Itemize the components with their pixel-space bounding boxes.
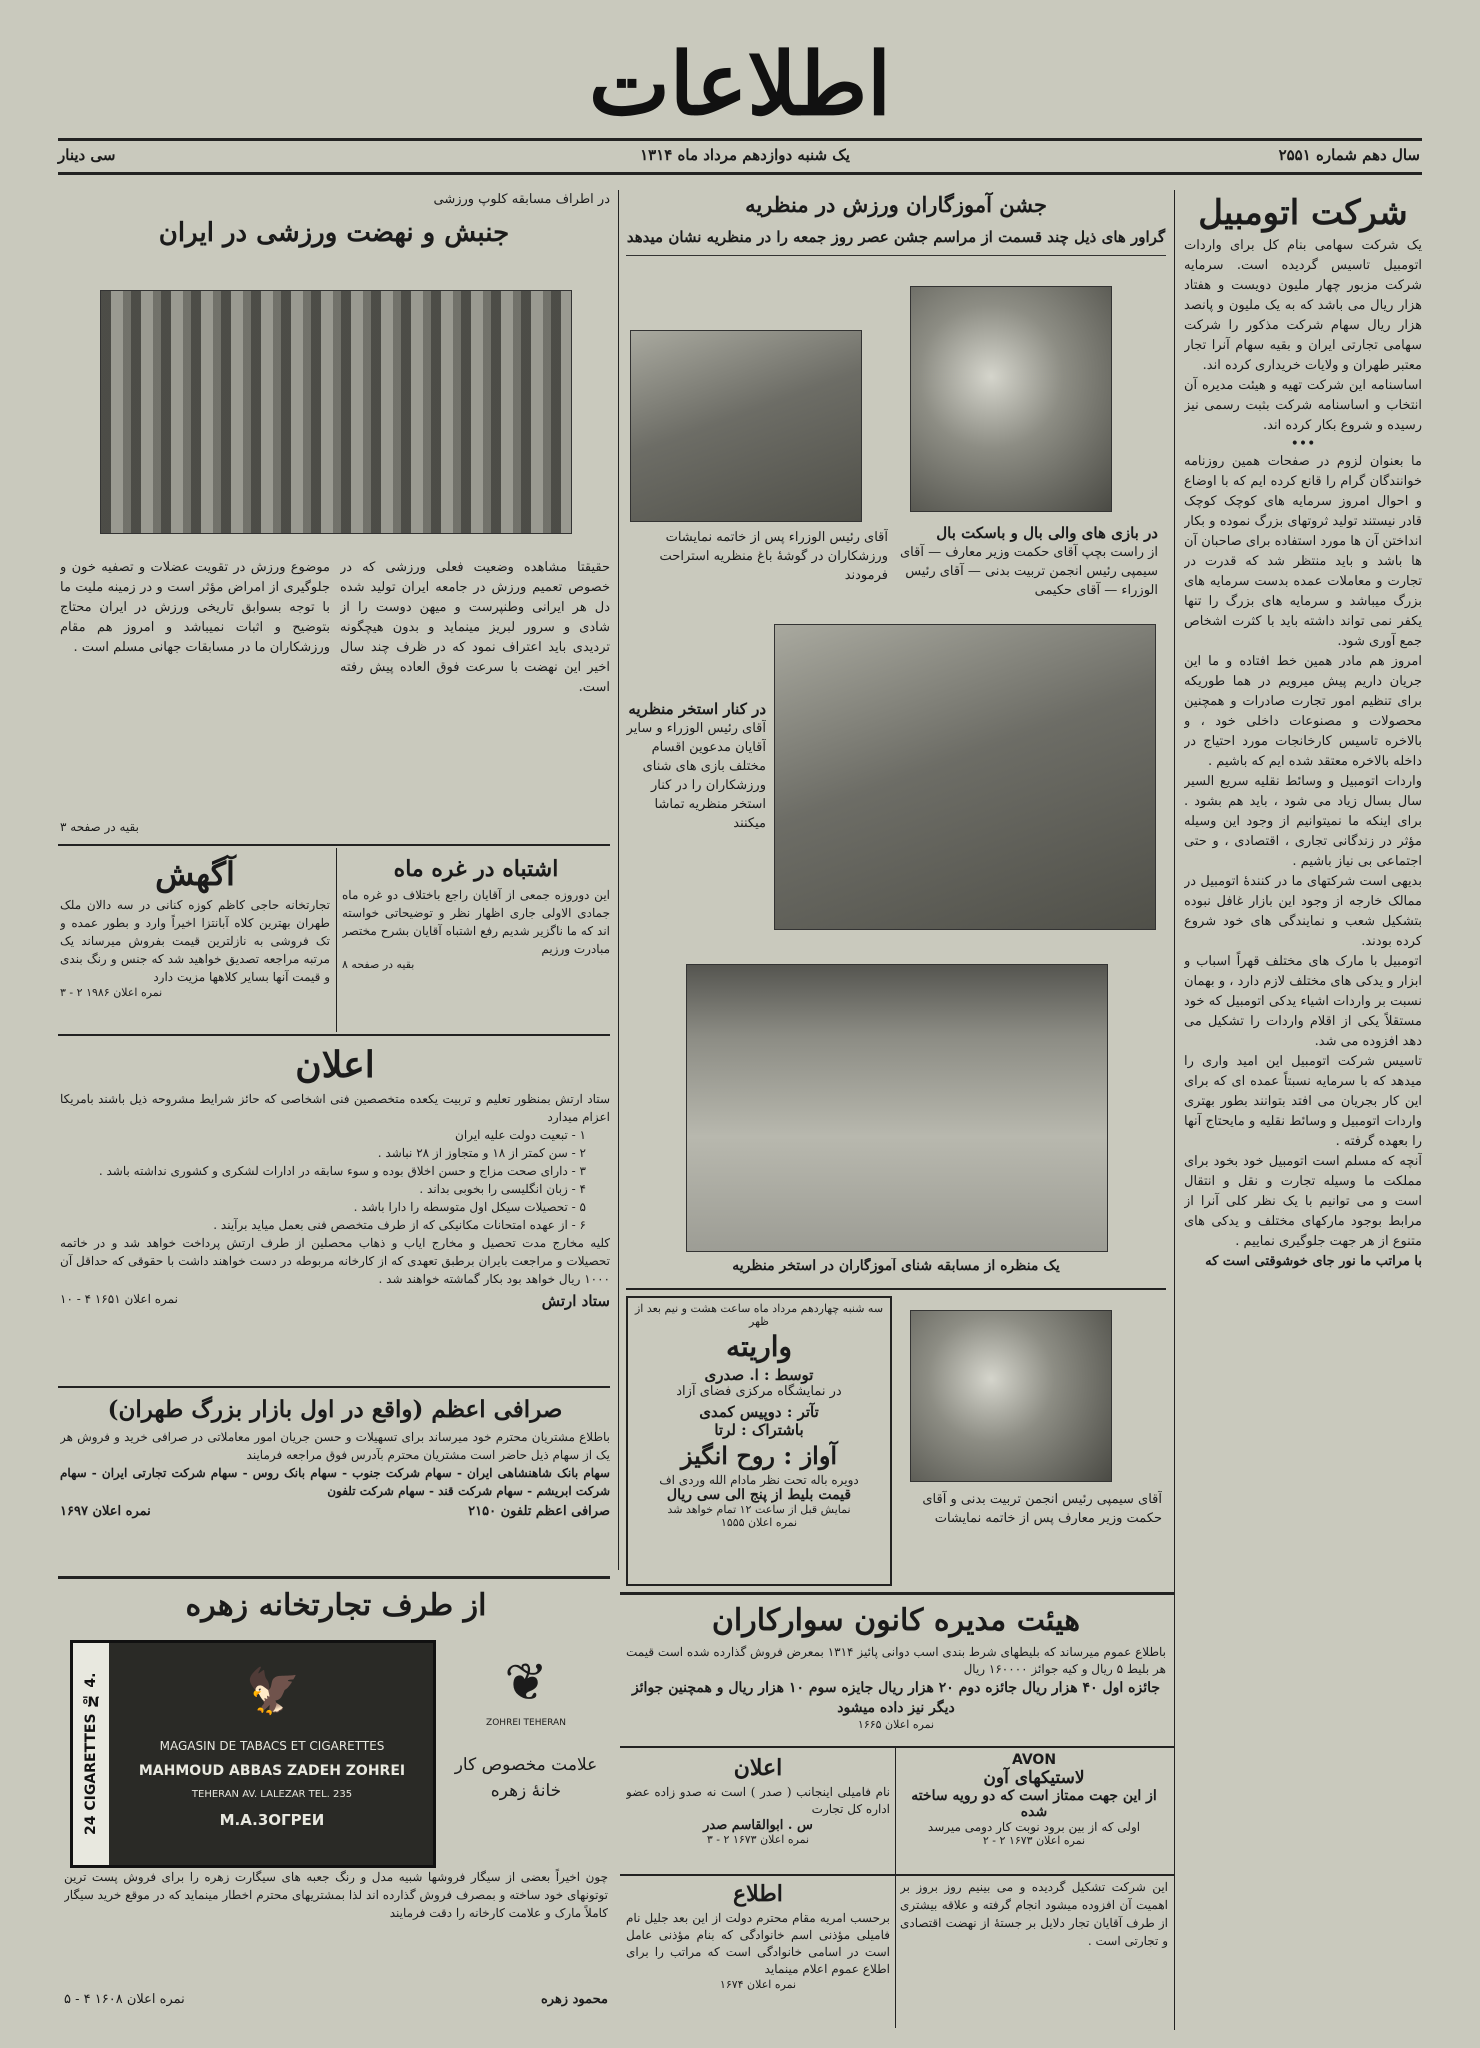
section-rule xyxy=(58,1386,610,1388)
center-subheading: گراور های ذیل چند قسمت از مراسم جشن عصر روز جمعه را در منظریه نشان میدهد xyxy=(626,228,1166,256)
ad-divider xyxy=(895,1748,896,2028)
ad-time: نمایش قبل از ساعت ۱۲ تمام خواهد شد xyxy=(667,1503,851,1516)
continued-note: بقیه در صفحه ۳ xyxy=(60,820,139,834)
right-column xyxy=(1184,190,1422,2020)
ad-song: آواز : روح انگیز xyxy=(680,1441,838,1470)
photo-prime-minister-resting xyxy=(630,330,862,522)
ad-text: تجارتخانه حاجی کاظم کوزه کنانی در سه دالان ملک طهران بهترین کلاه آبانتزا اخیراً وارد و بطور عمده و تک فروشی به نازلترین قیمت بفروش میرساند یک مرتبه مراجعه تصدیق خواهید شد که جنس و رنگ بندی و قیمت آنها بسایر کلاهها مزیت دارد xyxy=(60,898,330,984)
ad-title: از طرف تجارتخانه زهره xyxy=(185,1588,487,1623)
dateline-rule xyxy=(58,172,1422,175)
ad-agahi xyxy=(60,852,330,1030)
section-rule xyxy=(626,1288,1166,1290)
section-rule xyxy=(58,1034,610,1036)
ad-army-notice xyxy=(60,1040,610,1384)
ad-text: باطلاع عموم میرساند که بلیطهای شرط بندی اسب دوانی پائیز ۱۳۱۴ بمعرض فروش گذارده شده است قیمت هر بلیط ۵ ریال و کیه جوائز ۱۶۰۰۰۰ ریال xyxy=(626,1645,1166,1676)
ad-title: آگهش xyxy=(155,855,235,893)
ad-number: نمره اعلان ۱۶۶۵ xyxy=(857,1718,935,1731)
ad-stocks: سهام بانک شاهنشاهی ایران - سهام شرکت جنوب - سهام بانک روس - سهام شرکت تجارتی ایران - سهام شرکت ابریشم - سهام شرکت قند - سهام شرکت تلفون xyxy=(60,1466,610,1498)
photo-caption: از راست بچپ آقای حکمت وزیر معارف — آقای سیمپی رئیس انجمن تربیت بدنی — آقای رئیس الوزراء — آقای حکیمی xyxy=(900,545,1158,598)
ad-title: لاستیکهای آون xyxy=(983,1768,1085,1788)
ad-number: نمره اعلان ۱۶۷۳ ۲ - ۲ xyxy=(982,1834,1086,1847)
ad-correction xyxy=(342,852,610,1030)
photo-officials-after-show xyxy=(910,1310,1112,1482)
ad-number: نمره اعلان ۱۶۰۸ ۴ - ۵ xyxy=(64,1992,185,2007)
ad-outro: کلیه مخارج مدت تحصیل و مخارج ایاب و ذهاب محصلین از طرف ارتش پرداخت خواهد شد و در خاتمه تحصیلات و مراجعت بایران برطبق تعهدی که از کارخانه مربوطه در دست خواهند داشت با حقوقی که حداقل آن ۱۰۰۰ ریال خواهد بود بکار گماشته خواهند شد . xyxy=(60,1236,610,1286)
ad-sign: محمود زهره xyxy=(540,1992,608,2007)
article-paragraph: اساسنامه این شرکت تهیه و هیئت مدیره آن انتخاب و اساسنامه شرکت بثبت رسمی نیز رسیده و شروع بکار کرده اند. xyxy=(1184,378,1422,433)
ad-title: اعلان xyxy=(733,1755,783,1781)
photo-caption-block xyxy=(898,1490,1162,1564)
article-headline: شرکت اتومبیل xyxy=(1198,193,1408,233)
photo-caption-block xyxy=(626,528,888,588)
ad-theatre: تآتر : دوپیس کمدی xyxy=(699,1403,819,1421)
article-paragraph: بدیهی است شرکتهای ما در کنندهٔ اتومبیل در ممالک خارجه از وجود این بازار غافل نبوده بتشکیل شعب و نمایندگی های خود شروع کرده بودند. xyxy=(1184,874,1422,949)
section-rule xyxy=(620,1746,1174,1748)
issue-price: سی دینار xyxy=(58,146,116,164)
logo-line: M.A.3ОГРЕИ xyxy=(219,1811,325,1829)
ad-zohre-tobacco xyxy=(60,1582,612,2028)
article-paragraph: تاسیس شرکت اتومبیل این امید واری را میدهد که با سرمایه نسبتاً عمده ای که برای این کار بجریان می افتد بتوانند بطور بهتری واردات اتومبیل و وسائط نقلیه و مایحتاج آنها را بعهده گرفته . xyxy=(1184,1054,1422,1149)
section-rule xyxy=(58,844,610,846)
article-paragraph: اتومبیل با مارک های مختلف قهراً اسباب و ابزار و یدکی های مختلف لازم دارد ، و بهمان نسبت بر واردات اشیاء یدکی اتومبیل که خود مستقلاً یکی از اقلام واردات را تشکیل می دهد افزوده می شد. xyxy=(1184,954,1422,1049)
ad-ettela xyxy=(626,1878,890,2028)
ad-number: نمره اعلان ۱۶۷۳ ۲ - ۳ xyxy=(706,1833,810,1846)
ad-footer xyxy=(60,1292,610,1310)
company-continued: این شرکت تشکیل گردیده و می بینیم روز بروز بر اهمیت آن افزوده میشود انجام گرفته و علاقه بیشتری از طرف آقایان تجار دلایل بر جستهٔ از نهضت اقتصادی و تجارتی است . xyxy=(900,1880,1168,1948)
sports-headline: جنبش و نهضت ورزشی در ایران xyxy=(158,218,510,248)
box-side-text: 24 CIGARETTES № 4. xyxy=(73,1643,109,1865)
ad-venue: در نمایشگاه مرکزی فضای آزاد xyxy=(676,1384,842,1399)
article-paragraph: ما بعنوان لزوم در صفحات همین روزنامه خوانندگان گرام را قانع کرده ایم که با اوضاع و احوال امروز سرمایه های کوچک کوچک قادر نیستند تولید ثروتهای بزرگ نموده و بکار انداختن آن ها مورد استفاده برای صاحبان آن ها باشد و باید منتظر شد که قدرت در تجارت و معاملات عمده بدست سرمایه های بزرگ میباشد و سرمایه های بزرگ را تنها یکفر نمی تواند داشته باید با کثرت اشخاص جمع آوری شود. xyxy=(1184,454,1422,649)
logo-line: MAHMOUD ABBAS ZADEH ZOHREI xyxy=(138,1763,406,1779)
kicker: در اطراف مسابقه کلوپ ورزشی xyxy=(433,192,610,207)
ad-text: برحسب امریه مقام محترم دولت از این بعد جلیل نام فامیلی مؤذنی اسم خانوادگی که بنام مؤذنی عامل است در اسامی خانوادگی است که مراتب را برای اطلاع عموم اعلام مینماید xyxy=(626,1911,890,1976)
photo-caption: آقای سیمپی رئیس انجمن تربیت بدنی و آقای حکمت وزیر معارف پس از خاتمه نمایشات xyxy=(922,1492,1162,1526)
sports-paragraph: موضوع ورزش در تقویت عضلات و تصفیه خون و جلوگیری از امراض مؤثر است و در زمینه ملیت ما با توجه بسوابق تاریخی ورزش در ایران محتاج بتوضیح و اثبات نمیباشد و امروز هم مقام ورزشکاران ما در مسابقات جهانی مسلم است . xyxy=(60,560,330,655)
ad-title: واریته xyxy=(725,1330,793,1363)
eagle-icon: 🦅 xyxy=(245,1666,301,1717)
photo-caption-title: در بازی های والی بال و باسکت بال xyxy=(936,524,1158,542)
photo-caption-block xyxy=(898,524,1158,620)
article-footer: با مراتب ما نور جای خوشوقتی است که xyxy=(1205,1254,1422,1269)
section-rule xyxy=(58,1576,610,1579)
photo-officials-seated xyxy=(910,286,1112,512)
article-paragraph: آنچه که مسلم است اتومبیل خود بخود برای مملکت ما وسیله تجارت و نقل و انتقال است و می توانیم با یک نظر کلی آنرا از مرابط بوجود مارکهای مختلف و یدکی های متنوع از هر جهت جلوگیری نماییم . xyxy=(1184,1154,1422,1249)
ad-text: این دوروزه جمعی از آقایان راجع باختلاف دو غره ماه جمادی الاولی جاری اظهار نظر و توضیحاتی خواسته اند که ما ناگزیر شدیم رفع اشتباه آقایان بشرح مختصر مبادرت ورزیم xyxy=(342,888,610,956)
ad-exchange xyxy=(60,1392,610,1572)
ad-title: اشتباه در غره ماه xyxy=(393,856,559,882)
ad-avon xyxy=(900,1752,1168,1870)
ad-with: باشتراک : لرتا xyxy=(714,1421,804,1439)
photo-caption-title: در کنار استخر منظریه xyxy=(628,700,766,718)
ad-text: چون اخیراً بعضی از سیگار فروشها شبیه مدل و رنگ جعبه های سیگارت زهره را برای فروش پست ترین توتونهای خود ساخته و بمصرف فروش گذارده اند لذا بمشتریهای محترم اخطار مینماید که در موقع خرید سیگار کاملاً مارک و علامت کارخانه را دقت فرمایند xyxy=(64,1870,608,1920)
ad-intro: ستاد ارتش بمنظور تعلیم و تربیت یکعده متخصصین فنی اشخاصی که حائز شرایط مشروحه ذیل باشند بامریکا اعزام میدارد xyxy=(60,1092,610,1124)
list-item: ۴ - زبان انگلیسی را بخوبی بداند . xyxy=(419,1182,586,1196)
cigarette-box-label xyxy=(70,1640,436,1868)
list-item: ۳ - دارای صحت مزاج و حسن اخلاق بوده و سوء سابقه در ادارات لشکری و کشوری نداشته باشد . xyxy=(98,1164,586,1178)
section-rule xyxy=(620,1592,1174,1595)
ad-sign: س . ابوالقاسم صدر xyxy=(703,1818,813,1833)
ad-line: از این جهت ممتاز است که دو رویه ساخته شده xyxy=(911,1788,1157,1820)
ad-number: بقیه در صفحه ۸ xyxy=(342,958,415,971)
brand-name: AVON xyxy=(1011,1752,1057,1768)
ad-varieteh xyxy=(626,1296,892,1586)
ad-title: اعلان xyxy=(295,1044,375,1086)
ad-title: هیئت مدیره کانون سوارکاران xyxy=(711,1603,1081,1638)
ad-line: اولی که از بین برود نوبت کار دومی میرسد xyxy=(927,1820,1141,1834)
ad-price: قیمت بلیط از پنج الی سی ریال xyxy=(666,1487,852,1503)
article-paragraph: واردات اتومبیل و وسائط نقلیه سریع السیر سال بسال زیاد می شود ، باید هم بشود . برای اینکه ما نمیتوانیم از وجود این وسیله مؤثر در زندگانی تجاری ، اقتصادی ، و حتی اجتماعی بی نیاز باشیم . xyxy=(1184,774,1422,869)
ad-number: نمره اعلان ۱۶۹۷ xyxy=(60,1504,151,1519)
photo-swimming-race xyxy=(686,964,1108,1252)
list-item: ۵ - تحصیلات سیکل اول متوسطه را دارا باشد . xyxy=(353,1200,586,1214)
masthead-title: اطلاعات xyxy=(588,34,892,135)
ad-top-line: سه شنبه چهاردهم مرداد ماه ساعت هشت و نیم بعد از ظهر xyxy=(634,1302,884,1328)
ad-ballet: دویره باله تحت نظر مادام الله وردی اف xyxy=(659,1473,859,1487)
sports-paragraph: حقیقتا مشاهده وضعیت فعلی ورزشی که در خصوص تعمیم ورزش در جامعه ایران تولید شده دل هر ایرانی وطنپرست و میهن دوست را از شادی و سرور لبریز مینماید و بدون هیچگونه تردیدی باید اعتراف نمود که در ظرف چند سال اخیر این نهضت با سرعت فوق العاده پیش رفته است. xyxy=(340,560,610,695)
masthead-rule xyxy=(58,138,1422,141)
logo-line: TEHERAN AV. LALEZAR TEL. 235 xyxy=(191,1789,353,1800)
ad-text: باطلاع مشتریان محترم خود میرساند برای تسهیلات و حسن جریان امور معاملاتی در صرافی خرید و فروش هر یک از سهام ذیل حاضر است مشتریان محترم بآدرس فوق مراجعه فرمایند xyxy=(60,1430,610,1462)
column-divider xyxy=(1174,190,1175,2030)
ad-number: نمره اعلان ۱۹۸۶ ۲ - ۳ xyxy=(60,986,163,999)
list-item: ۶ - از عهده امتحانات مکانیکی که از طرف متخصص فنی بعمل میاید برآیند . xyxy=(213,1218,586,1232)
ad-divider xyxy=(336,848,337,1032)
list-item: ۲ - سن کمتر از ۱۸ و متجاوز از ۲۸ نباشد . xyxy=(377,1146,586,1160)
photo-caption-block xyxy=(626,700,766,850)
ad-footer xyxy=(60,1504,610,1519)
ad-riders xyxy=(626,1598,1166,1744)
photo-caption: آقای رئیس الوزراء پس از خاتمه نمایشات ورزشکاران در گوشهٔ باغ منظریه استراحت فرمودند xyxy=(659,530,888,583)
issue-number: سال دهم شماره ۲۵۵۱ xyxy=(1278,146,1420,164)
mark-label: علامت مخصوص کار خانهٔ زهره xyxy=(454,1755,598,1801)
issue-date: یک شنبه دوازدهم مرداد ماه ۱۳۱۴ xyxy=(640,146,850,164)
ad-sign: ستاد ارتش xyxy=(541,1292,610,1310)
ad-text: نام فامیلی اینجانب ( صدر ) است نه صدو زاده عضو اداره کل تجارت xyxy=(626,1785,890,1816)
photo-caption: یک منظره از مسابقه شنای آموزگاران در استخر منظریه xyxy=(732,1258,1060,1274)
ad-footer xyxy=(64,1992,608,2022)
section-rule xyxy=(620,1874,1174,1876)
ad-phone: صرافی اعظم تلفون ۲۱۵۰ xyxy=(468,1504,610,1519)
requirement-list xyxy=(60,1126,610,1234)
ad-name-notice xyxy=(626,1752,890,1870)
ad-number: نمره اعلان ۱۶۵۱ ۴ - ۱۰ xyxy=(60,1292,178,1306)
logo-line: MAGASIN DE TABACS ET CIGARETTES xyxy=(159,1739,385,1753)
column-divider xyxy=(618,190,619,1570)
emblem-icon: ❦ xyxy=(504,1653,548,1713)
ad-prizes: جائزه اول ۴۰ هزار ریال جائزه دوم ۲۰ هزار ریال جایزه سوم ۱۰ هزار ریال و همچنین جوائز دیگر نیز داده میشود xyxy=(631,1680,1161,1716)
photo-pool-side xyxy=(774,624,1156,930)
photo-caption: آقای رئیس الوزراء و سایر آقایان مدعوین اقسام مختلف بازی های شنای ورزشکاران را در کنار استخر منظریه تماشا میکنند xyxy=(626,721,766,831)
article-paragraph: یک شرکت سهامی بنام کل برای واردات اتومبیل تاسیس گردیده است. سرمایه شرکت مزبور چهار ملیون دویست و هفتاد هزار ریال می باشد که به یک ملیون و پانصد هزار ریال سهام شرکت مذکور را شرکت سهامی تجارتی ایران و بقیه سهام آنرا تجار معتبر طهران و ولایات خریداری کرده اند. xyxy=(1184,238,1422,373)
zohre-emblem xyxy=(446,1648,606,1748)
ad-number: نمره اعلان ۱۵۵۵ xyxy=(720,1516,798,1529)
ad-number: نمره اعلان ۱۶۷۴ xyxy=(719,1978,797,1991)
separator-dots: ••• xyxy=(1290,436,1316,452)
article-paragraph: امروز هم مادر همین خط افتاده و ما این جریان داریم پیش میرویم در هما طوریکه برای تنظیم امور تجارت صادرات و همچنین محصولات و مصنوعات داخلی خود ، و بالاخره تاسیس کارخانجات مورد احتیاج در داخله بالاخره معتقد شده ایم که باشیم . xyxy=(1184,654,1422,769)
ad-by: توسط : ا. صدری xyxy=(704,1366,814,1384)
ad-title: اطلاع xyxy=(733,1881,783,1907)
center-heading: جشن آموزگاران ورزش در منظریه xyxy=(745,192,1047,217)
ad-title: صرافی اعظم (واقع در اول بازار بزرگ طهران) xyxy=(107,1396,563,1423)
photo-sports-team xyxy=(100,290,572,534)
list-item: ۱ - تبعیت دولت علیه ایران xyxy=(455,1128,586,1142)
emblem-text: ZOHREI TEHERAN xyxy=(486,1718,566,1728)
